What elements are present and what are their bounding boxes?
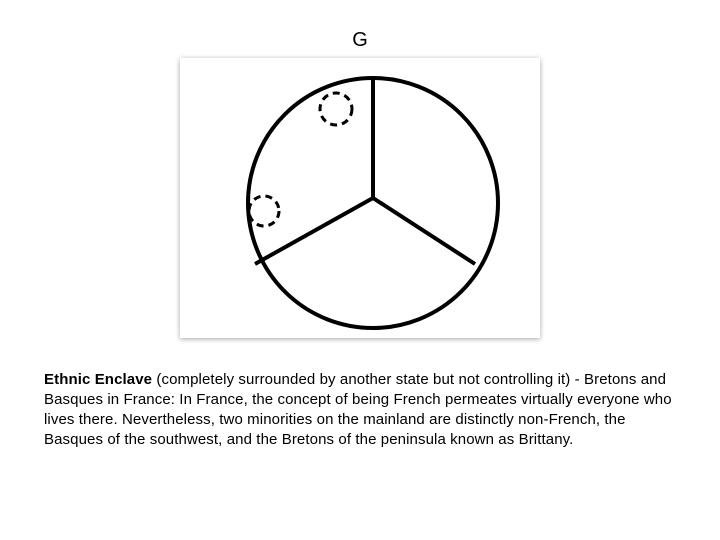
caption-text — [44, 370, 684, 450]
border-line-right — [373, 198, 475, 264]
enclave-diagram-figure — [180, 58, 540, 338]
enclave-diagram — [180, 58, 540, 338]
enclave-dashed-circle-lower — [249, 196, 279, 226]
slide-letter: G — [352, 29, 368, 51]
border-line-left — [255, 198, 373, 264]
enclave-dashed-circle-upper — [320, 93, 352, 125]
caption-term: Ethnic Enclave — [44, 371, 153, 388]
caption-definition: (completely surrounded by another state but not controlling it) - Bretons and Basques in France: In France, the concept of being French permeates virtually everyone who lives there. Nevertheless, two minorities on the mainland are distinctly non-French, the Basques of the southwest, and the Bretons of the peninsula known as Brittany. — [44, 371, 672, 448]
